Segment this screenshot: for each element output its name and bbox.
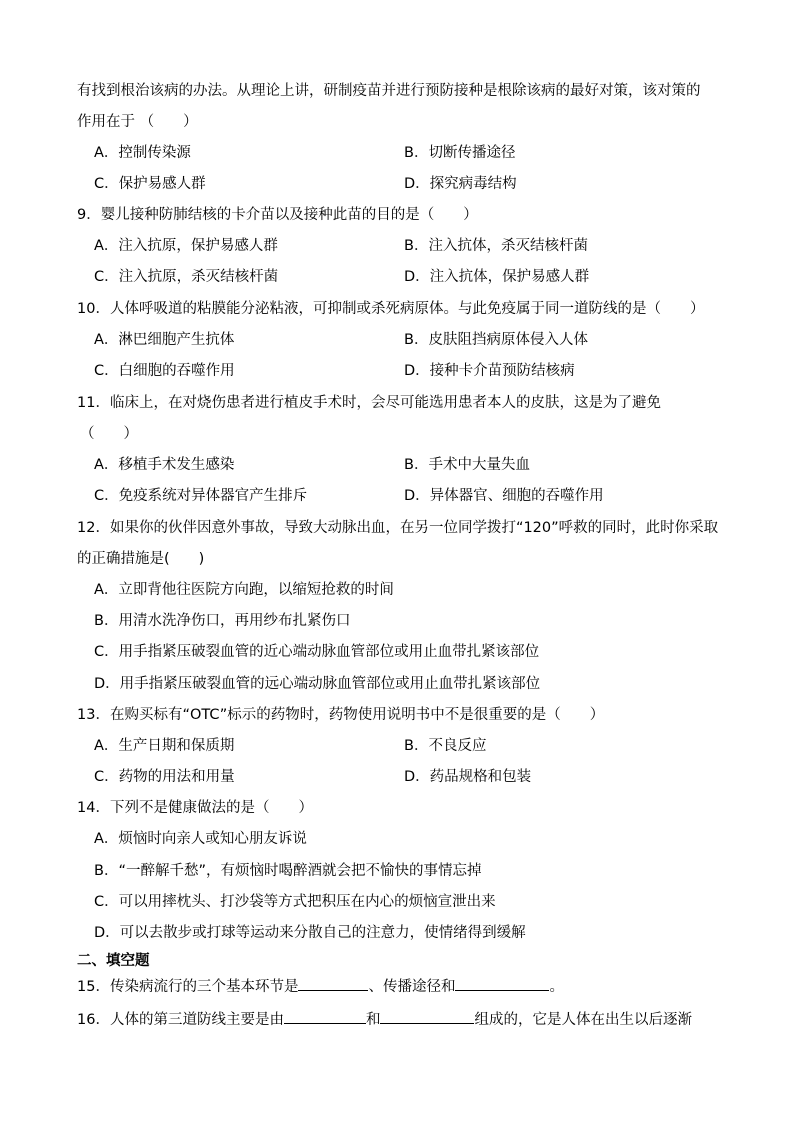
question-13-option-a: A．生产日期和保质期	[94, 738, 235, 754]
question-9-option-d: D．注入抗体，保护易感人群	[404, 269, 590, 285]
question-8-option-c: C．保护易感人群	[94, 176, 206, 192]
question-14-option-d: D．可以去散步或打球等运动来分散自己的注意力，使情绪得到缓解	[94, 925, 526, 941]
question-14-stem: 14．下列不是健康做法的是（ ）	[77, 800, 313, 816]
question-11-option-d: D．异体器官、细胞的吞噬作用	[404, 488, 604, 504]
question-9-option-a: A．注入抗原，保护易感人群	[94, 238, 278, 254]
answer-blank[interactable]	[298, 976, 368, 991]
question-11-option-c: C．免疫系统对异体器官产生排斥	[94, 488, 308, 504]
question-12-option-b: B．用清水洗净伤口，再用纱布扎紧伤口	[94, 613, 351, 629]
question-8-option-b: B．切断传播途径	[404, 145, 516, 161]
question-12-option-d: D．用手指紧压破裂血管的远心端动脉血管部位或用止血带扎紧该部位	[94, 676, 541, 692]
question-10-stem: 10．人体呼吸道的粘膜能分泌粘液，可抑制或杀死病原体。与此免疫属于同一道防线的是（ ）	[77, 301, 705, 317]
question-15-part-2: 、传播途径和	[368, 979, 456, 995]
question-9-stem: 9．婴儿接种防肺结核的卡介苗以及接种此苗的目的是（ ）	[77, 207, 478, 223]
section-title-fill-in: 二、填空题	[77, 953, 150, 969]
question-12-option-a: A．立即背他往医院方向跑，以缩短抢救的时间	[94, 582, 394, 598]
answer-blank[interactable]	[380, 1009, 474, 1024]
question-11-option-b: B．手术中大量失血	[404, 457, 530, 473]
question-10-option-c: C．白细胞的吞噬作用	[94, 363, 235, 379]
question-15-part-1: 15．传染病流行的三个基本环节是	[77, 979, 299, 995]
question-16-part-2: 和	[365, 1012, 381, 1028]
question-14-option-c: C．可以用摔枕头、打沙袋等方式把积压在内心的烦恼宣泄出来	[94, 894, 496, 910]
question-12-stem-end: 的正确措施是( )	[77, 551, 205, 567]
question-10-option-b: B．皮肤阻挡病原体侵入人体	[404, 332, 588, 348]
question-15-part-3: 。	[549, 979, 564, 995]
question-12-stem: 12．如果你的伙伴因意外事故，导致大动脉出血，在另一位同学拨打“120”呼救的同时，此时你采取	[77, 520, 719, 536]
question-9-option-b: B．注入抗体，杀灭结核杆菌	[404, 238, 588, 254]
question-12-option-c: C．用手指紧压破裂血管的近心端动脉血管部位或用止血带扎紧该部位	[94, 644, 540, 660]
answer-blank[interactable]	[284, 1009, 366, 1024]
question-13-option-b: B．不良反应	[404, 738, 487, 754]
question-16-part-3: 组成的，它是人体在出生以后逐渐	[474, 1012, 692, 1028]
question-8-continuation-line: 有找到根治该病的办法。从理论上讲，研制疫苗并进行预防接种是根除该病的最好对策，该对策的	[77, 83, 701, 99]
question-8-option-d: D．探究病毒结构	[404, 176, 517, 192]
question-16-part-1: 16．人体的第三道防线主要是由	[77, 1012, 284, 1028]
question-13-option-d: D．药品规格和包装	[404, 769, 532, 785]
question-8-stem-end: 作用在于 （ ）	[77, 114, 198, 130]
question-8-option-a: A．控制传染源	[94, 145, 191, 161]
question-13-stem: 13．在购买标有“OTC”标示的药物时，药物使用说明书中不是很重要的是（ ）	[77, 707, 605, 723]
question-9-option-c: C．注入抗原，杀灭结核杆菌	[94, 269, 279, 285]
question-10-option-a: A．淋巴细胞产生抗体	[94, 332, 235, 348]
question-14-option-a: A．烦恼时向亲人或知心朋友诉说	[94, 831, 307, 847]
question-10-option-d: D．接种卡介苗预防结核病	[404, 363, 575, 379]
answer-blank[interactable]	[455, 976, 549, 991]
question-14-option-b: B．“一醉解千愁”，有烦恼时喝醉酒就会把不愉快的事情忘掉	[94, 863, 482, 879]
question-11-stem-end: （ ）	[80, 426, 138, 442]
question-11-stem: 11．临床上，在对烧伤患者进行植皮手术时，会尽可能选用患者本人的皮肤，这是为了避免	[77, 395, 661, 411]
question-11-option-a: A．移植手术发生感染	[94, 457, 235, 473]
question-13-option-c: C．药物的用法和用量	[94, 769, 235, 785]
question-15	[77, 976, 564, 997]
question-16	[77, 1009, 692, 1030]
